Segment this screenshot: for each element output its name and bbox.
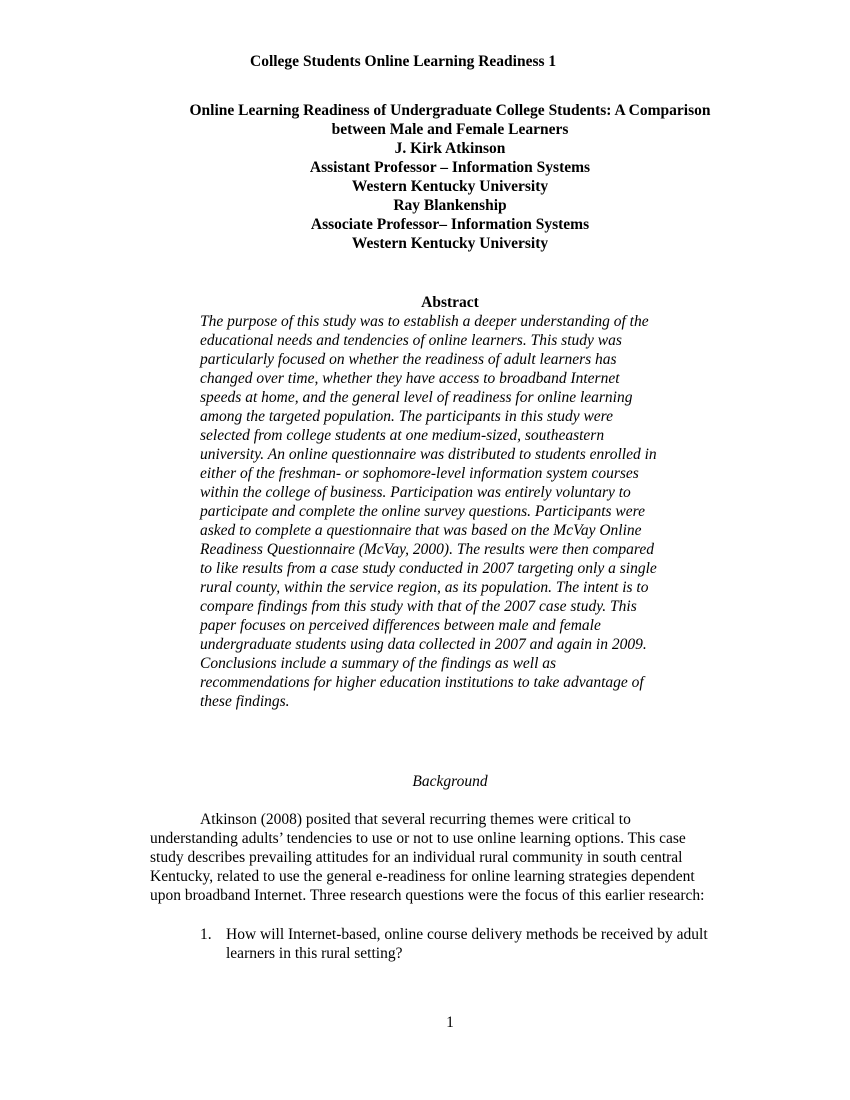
list-item-number: 1. [200,926,212,943]
list-item-line: How will Internet-based, online course delivery methods be received by adult [226,926,708,943]
paragraph-line: study describes prevailing attitudes for an individual rural community in south central [150,849,683,866]
abstract-line: these findings. [200,693,290,710]
abstract-line: paper focuses on perceived differences between male and female [200,617,601,634]
background-paragraph [150,810,750,905]
abstract-line: speeds at home, and the general level of readiness for online learning [200,389,633,406]
running-head: College Students Online Learning Readiness 1 [250,53,557,70]
abstract-line: changed over time, whether they have access to broadband Internet [200,370,620,387]
abstract-line: participate and complete the online survey questions. Participants were [200,503,645,520]
paragraph-line: upon broadband Internet. Three research questions were the focus of this earlier research: [150,887,705,904]
author-1-name: J. Kirk Atkinson [394,140,506,157]
paragraph-line: understanding adults’ tendencies to use or not to use online learning options. This case [150,830,686,847]
abstract-line: among the targeted population. The participants in this study were [200,408,614,425]
author-2-affiliation: Western Kentucky University [351,235,549,252]
abstract-line: Readiness Questionnaire (McVay, 2000). The results were then compared [200,541,655,558]
abstract-line: recommendations for higher education institutions to take advantage of [200,674,644,691]
page-number: 1 [446,1014,454,1031]
abstract-line: either of the freshman- or sophomore-level information system courses [200,465,639,482]
list-item-line: learners in this rural setting? [226,945,403,962]
abstract-line: educational needs and tendencies of online learners. This study was [200,332,622,349]
abstract-body [200,312,700,711]
abstract-line: selected from college students at one medium-sized, southeastern [200,427,605,444]
abstract-heading: Abstract [421,294,479,311]
abstract-line: Conclusions include a summary of the findings as well as [200,655,557,672]
research-questions-list [200,925,750,963]
author-1-title: Assistant Professor – Information Systems [309,159,591,176]
abstract-line: rural county, within the service region, as its population. The intent is to [200,579,649,596]
paragraph-line: Atkinson (2008) posited that several recurring themes were critical to [200,811,631,828]
paper-title-line-2: between Male and Female Learners [331,121,569,138]
background-heading: Background [412,773,488,790]
list-item [200,925,750,963]
abstract-line: undergraduate students using data collected in 2007 and again in 2009. [200,636,647,653]
abstract-line: within the college of business. Participation was entirely voluntary to [200,484,631,501]
author-1-affiliation: Western Kentucky University [351,178,549,195]
paragraph-line: Kentucky, related to use the general e-readiness for online learning strategies dependent [150,868,695,885]
abstract-line: university. An online questionnaire was distributed to students enrolled in [200,446,657,463]
abstract-line: compare findings from this study with that of the 2007 case study. This [200,598,637,615]
author-2-name: Ray Blankenship [393,197,507,214]
abstract-line: asked to complete a questionnaire that was based on the McVay Online [200,522,642,539]
title-block [150,101,750,253]
abstract-line: The purpose of this study was to establish a deeper understanding of the [200,313,649,330]
abstract-line: particularly focused on whether the readiness of adult learners has [200,351,617,368]
abstract-line: to like results from a case study conducted in 2007 targeting only a single [200,560,657,577]
paper-title-line-1: Online Learning Readiness of Undergraduate College Students: A Comparison [189,102,711,119]
author-2-title: Associate Professor– Information Systems [310,216,590,233]
